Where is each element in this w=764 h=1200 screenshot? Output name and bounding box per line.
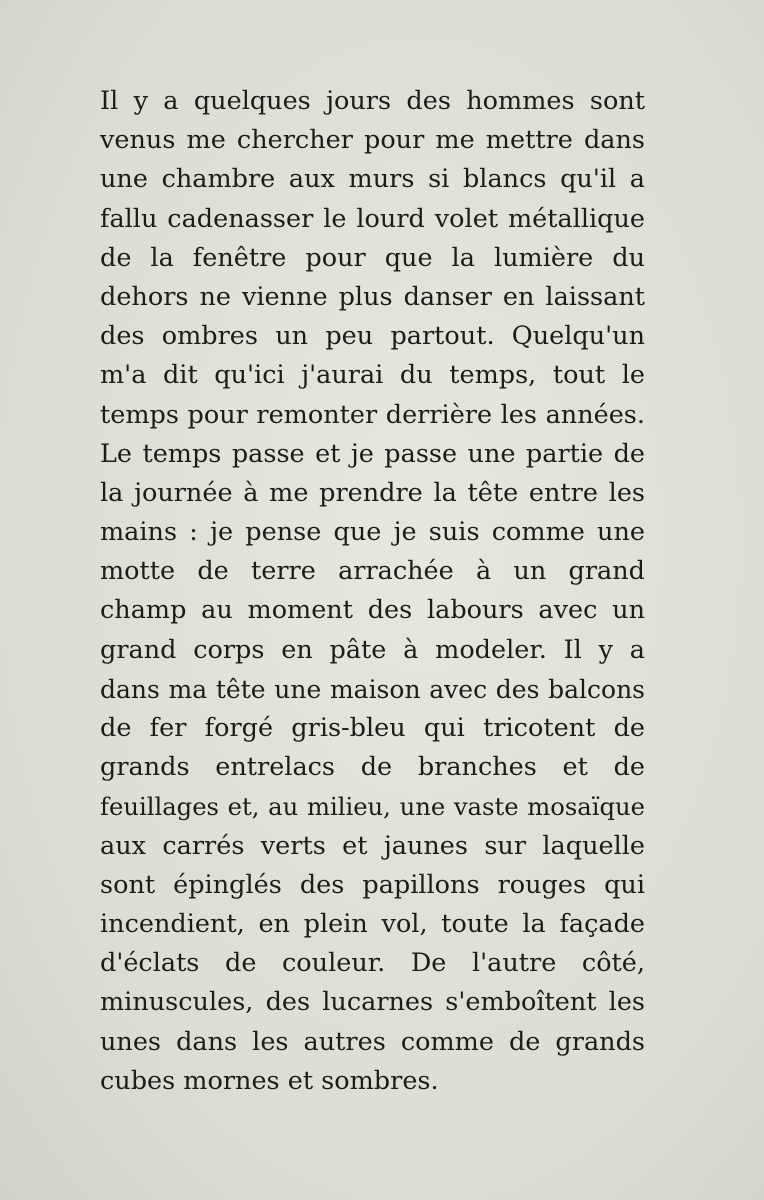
text-line: dehors ne vienne plus danser en laissant [100,281,645,312]
text-line-last: cubes mornes et sombres. [100,1065,439,1096]
text-line: m'a dit qu'ici j'aurai du temps, tout le [100,360,645,391]
text-line: sont épinglés des papillons rouges qui [100,869,645,900]
text-line: incendient, en plein vol, toute la façade [100,908,645,939]
text-line: une chambre aux murs si blancs qu'il a [100,164,645,195]
text-line: feuillages et, au milieu, une vaste mosaïque [100,792,645,822]
text-line: venus me chercher pour me mettre dans [100,125,645,156]
text-line: motte de terre arrachée à un grand [100,556,645,587]
text-line: temps pour remonter derrière les années. [100,399,645,430]
text-line: unes dans les autres comme de grands [100,1026,645,1057]
text-line: la journée à me prendre la tête entre les [100,477,645,508]
body-paragraph [100,82,645,1101]
text-line: mains : je pense que je suis comme une [100,517,645,548]
text-line: d'éclats de couleur. De l'autre côté, [100,948,645,979]
text-line: grand corps en pâte à modeler. Il y a [100,634,645,665]
text-line: Il y a quelques jours des hommes sont [100,86,645,116]
text-line: de la fenêtre pour que la lumière du [100,242,645,273]
text-line: dans ma tête une maison avec des balcons [100,674,645,704]
text-line: des ombres un peu partout. Quelqu'un [100,321,645,352]
text-line: grands entrelacs de branches et de [100,752,645,783]
text-line: fallu cadenasser le lourd volet métallique [100,203,645,234]
text-line: minuscules, des lucarnes s'emboîtent les [100,987,645,1018]
text-line: aux carrés verts et jaunes sur laquelle [100,830,645,861]
text-line: Le temps passe et je passe une partie de [100,438,645,469]
text-line: champ au moment des labours avec un [100,595,645,626]
text-line: de fer forgé gris-bleu qui tricotent de [100,713,645,743]
